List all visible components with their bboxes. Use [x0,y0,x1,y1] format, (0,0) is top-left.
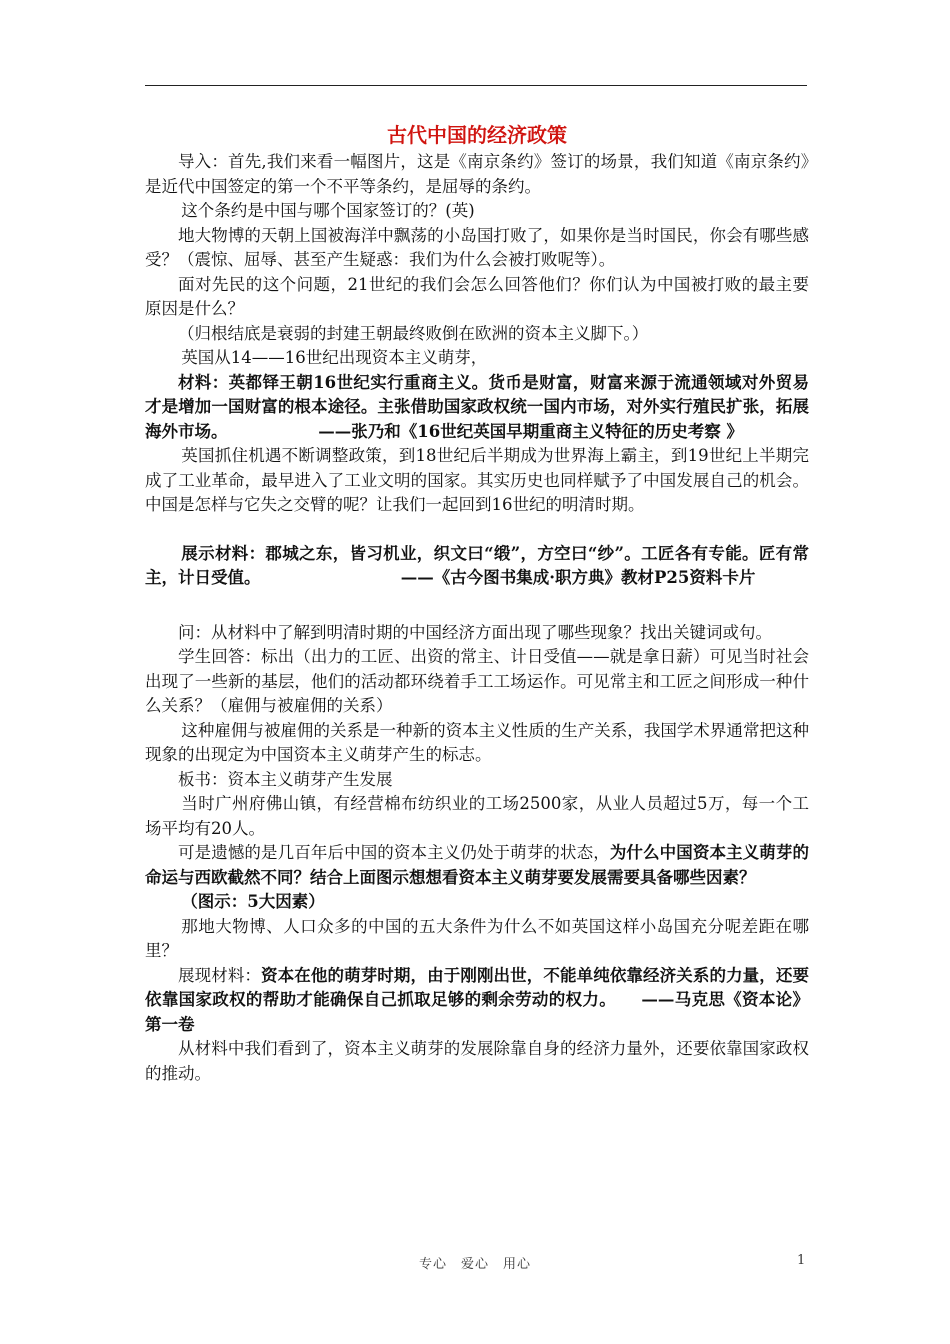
paragraph-reason-answer: （归根结底是衰弱的封建王朝最终败倒在欧洲的资本主义脚下。） [178,323,649,343]
paragraph-intro: 导入：首先,我们来看一幅图片，这是《南京条约》签订的场景，我们知道《南京条约》是近代中国签定的第一个不平等条约，是屈辱的条约。 [145,152,809,196]
document-body [145,120,809,1086]
paragraph-feelings: 地大物博的天朝上国被海洋中飘荡的小岛国打败了，如果你是当时国民，你会有哪些感受？（震惊、屈辱、甚至产生疑惑：我们为什么会被打败呢等）。 [145,225,809,269]
paragraph-employment-relation: 这种雇佣与被雇佣的关系是一种新的资本主义性质的生产关系，我国学术界通常把这种现象的出现定为中国资本主义萌芽产生的标志。 [145,720,809,764]
paragraph-blackboard: 板书：资本主义萌芽产生发展 [178,769,393,789]
paragraph-material-mercantilism: 材料：英都铎王朝16世纪实行重商主义。货币是财富，财富来源于流通领域对外贸易才是增加一国财富的根本途径。主张借助国家政权统一国内市场，对外实行殖民扩张，拓展海外市场。 ——张乃和《16世纪英国早期重商主义特征的历史考察 》 [145,372,809,441]
paragraph-reason-question: 面对先民的这个问题，21世纪的我们会怎么回答他们？你们认为中国被打败的最主要原因是什么？ [145,274,809,318]
paragraph-conclusion: 从材料中我们看到了，资本主义萌芽的发展除靠自身的经济力量外，还要依靠国家政权的推动。 [145,1039,809,1083]
paragraph-england-sprout: 英国从14——16世纪出现资本主义萌芽， [181,348,488,367]
paragraph-foshan: 当时广州府佛山镇，有经营棉布纺织业的工场2500家，从业人员超过5万，每一个工场平均有20人。 [145,794,809,838]
paragraph-five-factors: （图示：5大因素） [181,892,325,911]
document-title: 古代中国的经济政策 [387,123,567,147]
paragraph-gap-question: 那地大物博、人口众多的中国的五大条件为什么不如英国这样小岛国充分呢差距在哪里？ [145,916,809,960]
paragraph-material-ming-qing: 展示材料：郡城之东，皆习机业，织文曰“缎”，方空曰“纱”。工匠各有专能。匠有常主，计日受值。 ——《古今图书集成·职方典》教材P25资料卡片 [145,543,809,587]
paragraph-england-policy: 英国抓住机遇不断调整政策，到18世纪后半期成为世界海上霸主，到19世纪上半期完成了工业革命，最早进入了工业文明的国家。其实历史也同样赋予了中国发展自己的机会。中国是怎样与它失之交臂的呢？让我们一起回到16世纪的明清时期。 [145,446,809,514]
paragraph-regret-question: 为什么中国资本主义萌芽的命运与西欧截然不同？结合上面图示想想看资本主义萌芽要发展需要具备哪些因素？ [145,843,810,887]
paragraph-material-marx-label: 展现材料： [178,965,262,985]
paragraph-material-marx [145,964,809,1038]
paragraph-question-country: 这个条约是中国与哪个国家签订的？(英) [181,201,475,220]
paragraph-question-phenomena: 问：从材料中了解到明清时期的中国经济方面出现了哪些现象？找出关键词或句。 [178,622,772,642]
footer-motto: 专心 爱心 用心 [418,1257,531,1272]
paragraph-material-marx-quote: 资本在他的萌芽时期，由于刚刚出世，不能单纯依靠经济关系的力量，还要依靠国家政权的帮助才能确保自己抓取足够的剩余劳动的权力。 ——马克思《资本论》第一卷 [145,965,810,1034]
paragraph-regret-text: 可是遗憾的是几百年后中国的资本主义仍处于萌芽的状态， [178,843,610,862]
page-number: 1 [797,1253,806,1268]
header-rule [145,85,807,86]
paragraph-regret [145,841,809,890]
paragraph-student-answer: 学生回答：标出（出力的工匠、出资的常主、计日受值——就是拿日薪）可见当时社会出现了一些新的基层，他们的活动都环绕着手工工场运作。可见常主和工匠之间形成一种什么关系？（雇佣与被雇佣的关系） [145,647,809,715]
